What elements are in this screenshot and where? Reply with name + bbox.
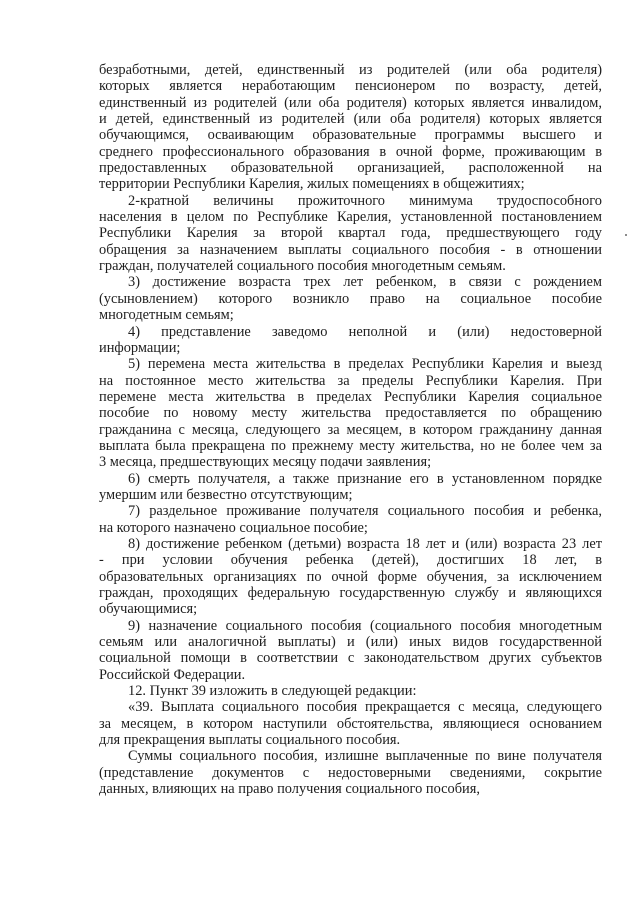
text-line: умершим или безвестно отсутствующим; [99, 486, 353, 503]
text-line: Республики Карелия за второй квартал года, предшествующего году [99, 225, 602, 242]
text-line: (представление документов с недостоверными сведениями, сокрытие [99, 764, 602, 781]
text-line: 5) перемена места жительства в пределах Республики Карелия и выезд [128, 356, 602, 373]
text-line: которых является неработающим пенсионером по возрасту, детей, [99, 78, 602, 95]
text-line: за месяцем, в котором наступили обстоятельства, являющиеся основанием [99, 715, 602, 732]
text-line: пособие по новому месту жительства предоставляется по обращению [99, 405, 602, 422]
text-line: многодетным семьям; [99, 307, 234, 324]
text-line: граждан, получателей социального пособия многодетным семьям. [99, 258, 506, 275]
text-line: обучающимся, осваивающим образовательные программы высшего и [99, 127, 602, 144]
text-line: территории Республики Карелия, жилых помещениях в общежитиях; [99, 176, 525, 193]
text-line: граждан, проходящих федеральную государственную службу и являющихся [99, 585, 602, 601]
text-line: 7) раздельное проживание получателя социального пособия и ребенка, [128, 503, 602, 520]
text-line: 3 месяца, предшествующих месяцу подачи заявления; [99, 454, 432, 471]
text-line: 3) достижение возраста трех лет ребенком, в связи с рождением [128, 274, 602, 291]
text-line: предоставленных образовательной организацией, расположенной на [99, 160, 602, 177]
text-line: «39. Выплата социального пособия прекращается с месяца, следующего [128, 699, 602, 716]
text-line: для прекращения выплаты социального пособия. [99, 732, 401, 749]
text-line: данных, влияющих на право получения социального пособия, [99, 781, 480, 798]
text-line: 4) представление заведомо неполной и (или) недостоверной [128, 323, 602, 340]
scan-speck [625, 234, 627, 236]
text-line: 12. Пункт 39 изложить в следующей редакции: [128, 683, 417, 700]
text-line: гражданина с месяца, следующего за месяцем, в котором гражданину данная [99, 421, 602, 438]
text-line: единственный из родителей (или оба родителя) которых является инвалидом, [99, 94, 602, 111]
text-line: безработными, детей, единственный из родителей (или оба родителя) [99, 62, 602, 78]
text-line: населения в целом по Республике Карелия, установленной постановлением [99, 209, 602, 226]
text-line: - при условии обучения ребенка (детей), достигших 18 лет, в [99, 552, 602, 569]
text-line: 2-кратной величины прожиточного минимума трудоспособного [128, 192, 602, 209]
text-line: Российской Федерации. [99, 666, 246, 683]
text-line: на которого назначено социальное пособие; [99, 519, 368, 536]
text-line: на постоянное место жительства за пределы Республики Карелия. При [99, 372, 602, 389]
text-line: среднего профессионального образования в очной форме, проживающим в [99, 143, 602, 160]
text-line: выплата была прекращена по прежнему месту жительства, но не более чем за [99, 437, 602, 454]
text-line: Суммы социального пособия, излишне выплаченные по вине получателя [128, 748, 602, 765]
text-line: обучающимися; [99, 601, 198, 618]
text-line: образовательных организациях по очной форме обучения, за исключением [99, 568, 602, 585]
text-line: 9) назначение социального пособия (социального пособия многодетным [128, 617, 602, 634]
text-line: социальной помощи в соответствии с законодательством других субъектов [99, 650, 602, 667]
text-line: перемене места жительства в пределах Республики Карелия социальное [99, 388, 602, 405]
text-line: 6) смерть получателя, а также признание его в установленном порядке [128, 470, 602, 487]
document-body [99, 62, 602, 797]
text-line: информации; [99, 339, 181, 356]
text-line: обращения за назначением выплаты социального пособия - в отношении [99, 241, 602, 258]
text-line: 8) достижение ребенком (детьми) возраста 18 лет и (или) возраста 23 лет [128, 535, 602, 552]
text-line: (усыновлением) которого возникло право на социальное пособие [99, 290, 602, 307]
text-line: семьям или аналогичной выплаты) и (или) иных видов государственной [99, 634, 602, 651]
text-line: и детей, единственный из родителей (или оба родителя) которых является [99, 111, 602, 128]
